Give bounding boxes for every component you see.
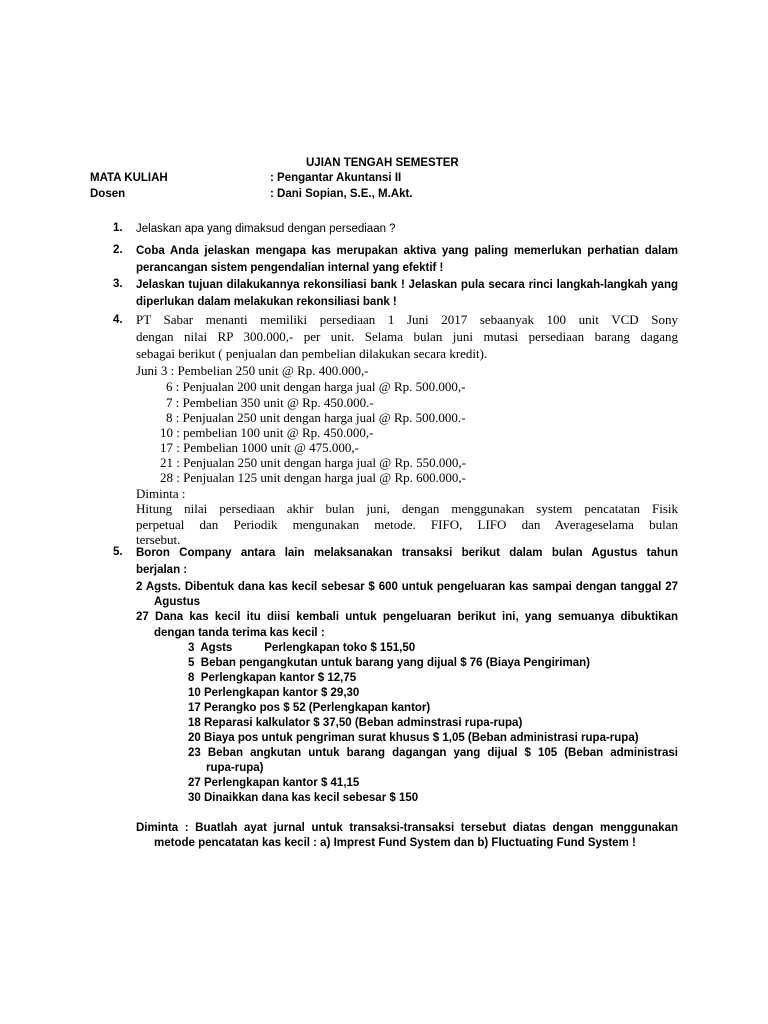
expense-item: 27 Perlengkapan kantor $ 41,15 <box>188 777 360 789</box>
transaction-row: 28 : Penjualan 125 unit dengan harga jual @ Rp. 600.000,- <box>160 470 466 485</box>
question-4-line-1: PT Sabar menanti memiliki persediaan 1 Juni 2017 sebaanyak 100 unit VCD Sony <box>136 312 678 327</box>
transaction-row: 6 : Penjualan 200 unit dengan harga jual @ Rp. 500.000,- <box>166 379 466 394</box>
transaction-row: Juni 3 : Pembelian 250 unit @ Rp. 400.000,- <box>136 363 369 378</box>
question-4-line-2: dengan nilai RP 300.000,- per unit. Selama bulan juni mutasi persediaan barang dagang <box>136 329 678 344</box>
expense-item-23-line-2: rupa-rupa) <box>206 762 264 774</box>
transaction-row: 10 : pembelian 100 unit @ Rp. 450.000,- <box>160 425 374 440</box>
question-4-diminta-line-2: perpetual dan Periodik mengunakan metode. FIFO, LIFO dan Averageselama bulan <box>136 517 678 532</box>
entry-aug-27-line-2: dengan tanda terima kas kecil : <box>154 627 325 639</box>
transaction-row: 21 : Penjualan 250 unit dengan harga jual @ Rp. 550.000,- <box>160 455 466 470</box>
transaction-row: 17 : Pembelian 1000 unit @ 475.000,- <box>160 440 360 455</box>
question-3-line-1: Jelaskan tujuan dilakukannya rekonsiliasi bank ! Jelaskan pula secara rinci langkah-langkah yang <box>136 279 678 291</box>
course-value: : Pengantar Akuntansi II <box>270 172 402 184</box>
transaction-row: 8 : Penjualan 250 unit dengan harga jual @ Rp. 500.000.- <box>166 410 466 425</box>
expense-item: 8 Perlengkapan kantor $ 12,75 <box>188 672 357 684</box>
question-5-line-2: berjalan : <box>136 564 188 576</box>
entry-aug-27-line-1: 27 Dana kas kecil itu diisi kembali untuk pengeluaran berikut ini, yang semuanya dibuktikan <box>136 611 678 623</box>
expense-item-23-line-1: 23 Beban angkutan untuk barang dagangan yang dijual $ 105 (Beban administrasi <box>188 747 678 759</box>
question-3-number: 3. <box>113 278 123 290</box>
question-1-number: 1. <box>113 222 123 234</box>
question-5-number: 5. <box>113 546 123 558</box>
question-4-diminta-line-3: tersebut. <box>136 532 181 547</box>
exam-title: UJIAN TENGAH SEMESTER <box>306 157 459 169</box>
expense-item: 30 Dinaikkan dana kas kecil sebesar $ 150 <box>188 792 419 804</box>
entry-aug-2-line-1: 2 Agsts. Dibentuk dana kas kecil sebesar $ 600 untuk pengeluaran kas sampai dengan tanggal 27 <box>136 581 678 593</box>
question-2-line-1: Coba Anda jelaskan mengapa kas merupakan aktiva yang paling memerlukan perhatian dalam <box>136 245 678 257</box>
transaction-row: 7 : Pembelian 350 unit @ Rp. 450.000.- <box>166 395 374 410</box>
question-2-number: 2. <box>113 244 123 256</box>
expense-item: 10 Perlengkapan kantor $ 29,30 <box>188 687 360 699</box>
question-4-line-3: sebagai berikut ( penjualan dan pembelian dilakukan secara kredit). <box>136 346 488 361</box>
lecturer-value: : Dani Sopian, S.E., M.Akt. <box>270 188 413 200</box>
course-label: MATA KULIAH <box>90 172 168 184</box>
question-4-diminta-line-1: Hitung nilai persediaan akhir bulan juni, dengan menggunakan system pencatatan Fisik <box>136 501 678 516</box>
question-4-number: 4. <box>113 314 123 326</box>
question-2-line-2: perancangan sistem pengendalian internal yang efektif ! <box>136 262 444 274</box>
expense-item: 18 Reparasi kalkulator $ 37,50 (Beban adminstrasi rupa-rupa) <box>188 717 523 729</box>
entry-aug-2-line-2: Agustus <box>154 596 200 608</box>
expense-item: 3 Agsts Perlengkapan toko $ 151,50 <box>188 642 416 654</box>
expense-item: 20 Biaya pos untuk pengriman surat khusus $ 1,05 (Beban administrasi rupa-rupa) <box>188 732 639 744</box>
question-5-line-1: Boron Company antara lain melaksanakan transaksi berikut dalam bulan Agustus tahun <box>136 547 678 559</box>
expense-item: 5 Beban pengangkutan untuk barang yang dijual $ 76 (Biaya Pengiriman) <box>188 657 590 669</box>
question-3-line-2: diperlukan dalam melakukan rekonsiliasi bank ! <box>136 296 397 308</box>
question-1-text: Jelaskan apa yang dimaksud dengan persediaan ? <box>136 223 396 235</box>
question-5-diminta-line-2: metode pencatatan kas kecil : a) Imprest Fund System dan b) Fluctuating Fund System ! <box>154 837 636 849</box>
question-4-diminta-label: Diminta : <box>136 486 186 501</box>
lecturer-label: Dosen <box>90 188 126 200</box>
question-5-diminta-line-1: Diminta : Buatlah ayat jurnal untuk transaksi-transaksi tersebut diatas dengan menggunakan <box>136 822 678 834</box>
expense-item: 17 Perangko pos $ 52 (Perlengkapan kantor) <box>188 702 431 714</box>
